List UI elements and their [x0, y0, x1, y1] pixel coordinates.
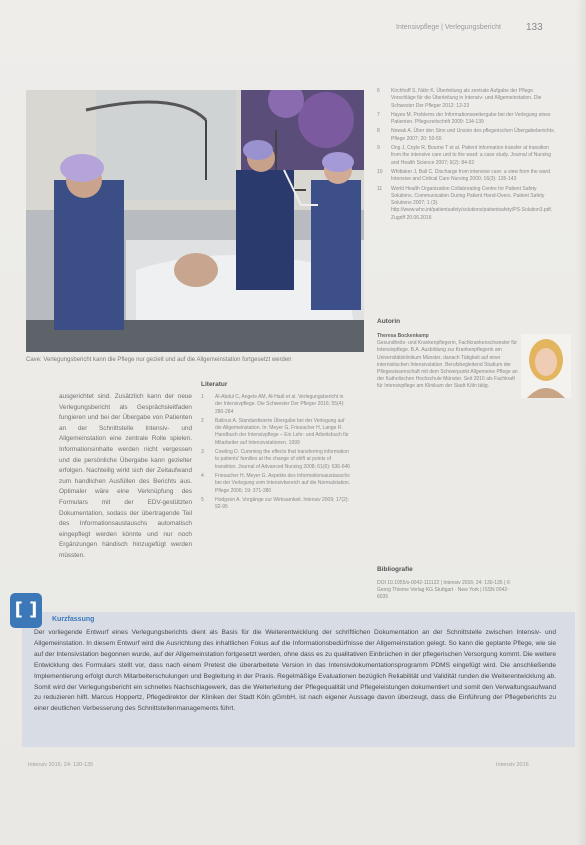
reference-item: 6 Kirchhoff S, Nähr K. Überleitung als zentrale Aufgabe der Pflege. Vorschläge für die Überleitung in Intensiv- und Allgemeinstation. Die Schwester Der Pfleger 2012: 12-23	[377, 88, 542, 109]
reference-item: 4 Friesacher H, Meyer G. Aspekte des Informationsaustauschs bei der Verlegung vom Intensivbereich auf die Normalstation. Pflege 2006; 19: 371-380	[201, 472, 351, 494]
reference-item: 8 Nowak A. Über den Sinn und Unsinn des pflegerischen Übergabeberichts. Pflege 2007; 20: 50-55	[377, 128, 555, 142]
footer-left: Intensiv 2016; 24: 130-135	[28, 762, 94, 768]
reference-item: 2 Ballnus A. Standardisierte Übergabe bei der Verlegung auf die Allgemeinstation. In: Meyer G, Friesacher H, Lange R. Handbuch der Intensivpflege – Ein Lehr- und Arbeitsbuch für Mitarbeiter auf Intensivstationen. 1999	[201, 417, 349, 446]
abstract-box	[22, 612, 575, 747]
page-edge-shadow	[576, 0, 586, 845]
author-bio	[377, 333, 519, 391]
body-text-column	[59, 392, 192, 562]
references-list-col2	[377, 88, 555, 224]
author-bio-text: Gesundheits- und Krankenpflegerin, Fachkrankenschwester für Intensivpflege. B.A. Ausbildung zur Krankenpflegerin am Universitätsklinikum Münster, danach Tätigkeit auf einer internistischen Intensivstation. Berufsbegleitend Studium der Pflegewissenschaft mit dem Schwerpunkt Allgemeine Pflege an der Katholischen Hochschule Münster. Seit 2016 als Fachkraft für Intensivpflege am Klinikum der Stadt Köln tätig.	[377, 340, 518, 390]
reference-item: 3 Cowling D. Cumming the effects that transferring information to patients' families at the change of shift at points of transition. Journal of Advanced Nursing 2008; 61(6): 636-646	[201, 449, 351, 470]
reference-item: 11 World Health Organization Collaborating Centre for Patient Safety Solutions. Communication During Patient Hand-Overs. Patient Safety Solutions 2007; 1 (3). http://www.who.int/patientsafety/solutions/patientsafety/PS-Solution3.pdf. Zugriff 20.06.2016	[377, 185, 553, 221]
reference-item: 10 Whittaker J, Ball C. Discharge from intensive care: a view from the ward. Intensive and Critical Care Nursing 2000; 16(3): 135-143	[377, 168, 552, 183]
reference-item: 5 Hodgson A. Vorgänge zur Wirksamkeit. Intensiv 2009; 17(2): 92-95	[201, 496, 349, 511]
references-list-col1	[201, 394, 351, 513]
author-name: Theresa Bockenkamp	[377, 333, 429, 339]
figure-photo	[26, 90, 364, 352]
reference-item: 9 Ong J, Coyle R, Bourne T et al. Patient information transfer at transition from the intensive care unit to the ward: a case study. Journal of Nursing and Health Science 2007; 9(2): 84-92	[377, 145, 551, 166]
footer-right: Intensiv 2016	[496, 762, 529, 768]
author-portrait	[521, 334, 571, 398]
figure-caption: Cave: Verlegungsbericht kann die Pflege nur gezielt und auf die Allgemeinstation fortgesetzt werden	[26, 357, 292, 363]
icu-scene-illustration	[26, 90, 364, 352]
reference-item: 7 Hayes M. Problems der Informationsweitergabe bei der Verlegung eines Patienten. Pflegezeitschrift 2009: 134-139	[377, 111, 551, 126]
author-heading: Autorin	[377, 318, 401, 325]
abstract-bracket-icon: [ ]	[10, 593, 42, 628]
bibliography-heading: Bibliografie	[377, 566, 413, 573]
page-number: 133	[526, 22, 543, 33]
references-heading: Literatur	[201, 381, 228, 388]
reference-item: 1 Al-Abdul C, Angele AM, Al-Hadi et al. Verlegungsbericht in der Intensivpflege. Die Schwester Der Pfleger 2016; 55(4): 280-284	[201, 394, 345, 415]
running-header: Intensivpflege | Verlegungsbericht	[396, 24, 501, 31]
bibliography-text: DOI 10.1055/s-0042-111122 | Intensiv 2016; 24: 130-135 | © Georg Thieme Verlag KG Stuttgart · New York | ISSN 0942-6035	[377, 580, 511, 601]
body-paragraph: ausgerichtet sind. Zusätzlich kann der neue Verlegungsbericht als Gesprächsleitfaden fungieren und bei der Übergabe von Patienten an der Schnittstelle Intensiv- und Allgemeinstation eine zentrale Rolle spielen. Informationsinhalte werden nicht vergessen und die persönliche Übergabe kann gezielter erfolgen. Nachteilig wirkt sich der Zeitaufwand zum handlichen Ausfüllen des Berichts aus. Optimaler wäre eine Verknüpfung des Formulars mit der EDV-gestützten Dokumentation, sodass der übertragende Teil des Informationsaustauschs automatisch eingepflegt werden könnte und nur noch Ergänzungen händisch hinzugefügt werden müssten.	[59, 393, 192, 559]
abstract-title: Kurzfassung	[52, 616, 95, 623]
abstract-text: Der vorliegende Entwurf eines Verlegungsberichts dient als Basis für die Weiterentwicklung der schriftlichen Dokumentation an der Schnittstelle zwischen Intensiv- und Allgemeinstation. In diesem Entwurf wird die Ausrichtung des inhaltlichen Fokus auf die Informationsbedürfnisse der Allgemeinstation gelegt. So kann die geplante Pflege, wie sie auf der Intensivstation begonnen wurde, auf der Allgemeinstation fortgesetzt werden, ohne dass es zu qualitativen Einbrüchen in der pflegerischen Versorgung kommt. Die weitere Entwicklung des Formulars stellt vor, dass nach einem Pretest die überarbeitete Version in das Intensivdokumentationsprogramm PDMS eingefügt wird. Die anschließende Implementierung erfolgt durch Mitarbeiterschulungen und Begleitung in der Praxis. Regelmäßige Evaluationen bezüglich Reliabilität und Validität runden die Weiterentwicklung ab. Somit wird der Verlegungsbericht ein schnelles Nachschlagewerk, das die Weiterleitung der Pflegequalität und Pflegeleistungen dokumentiert und somit den Verwaltungsaufwand zu reduzieren hilft. Marcus Hoppertz, Pflegedirektor der Kliniken der Stadt Köln gGmbH, ist nach eigener Aussage davon überzeugt, dass die Einführung der Pflegeberichts zu einer deutlichen Verbesserung des Schnittstellenmanagements führt.	[34, 629, 556, 713]
